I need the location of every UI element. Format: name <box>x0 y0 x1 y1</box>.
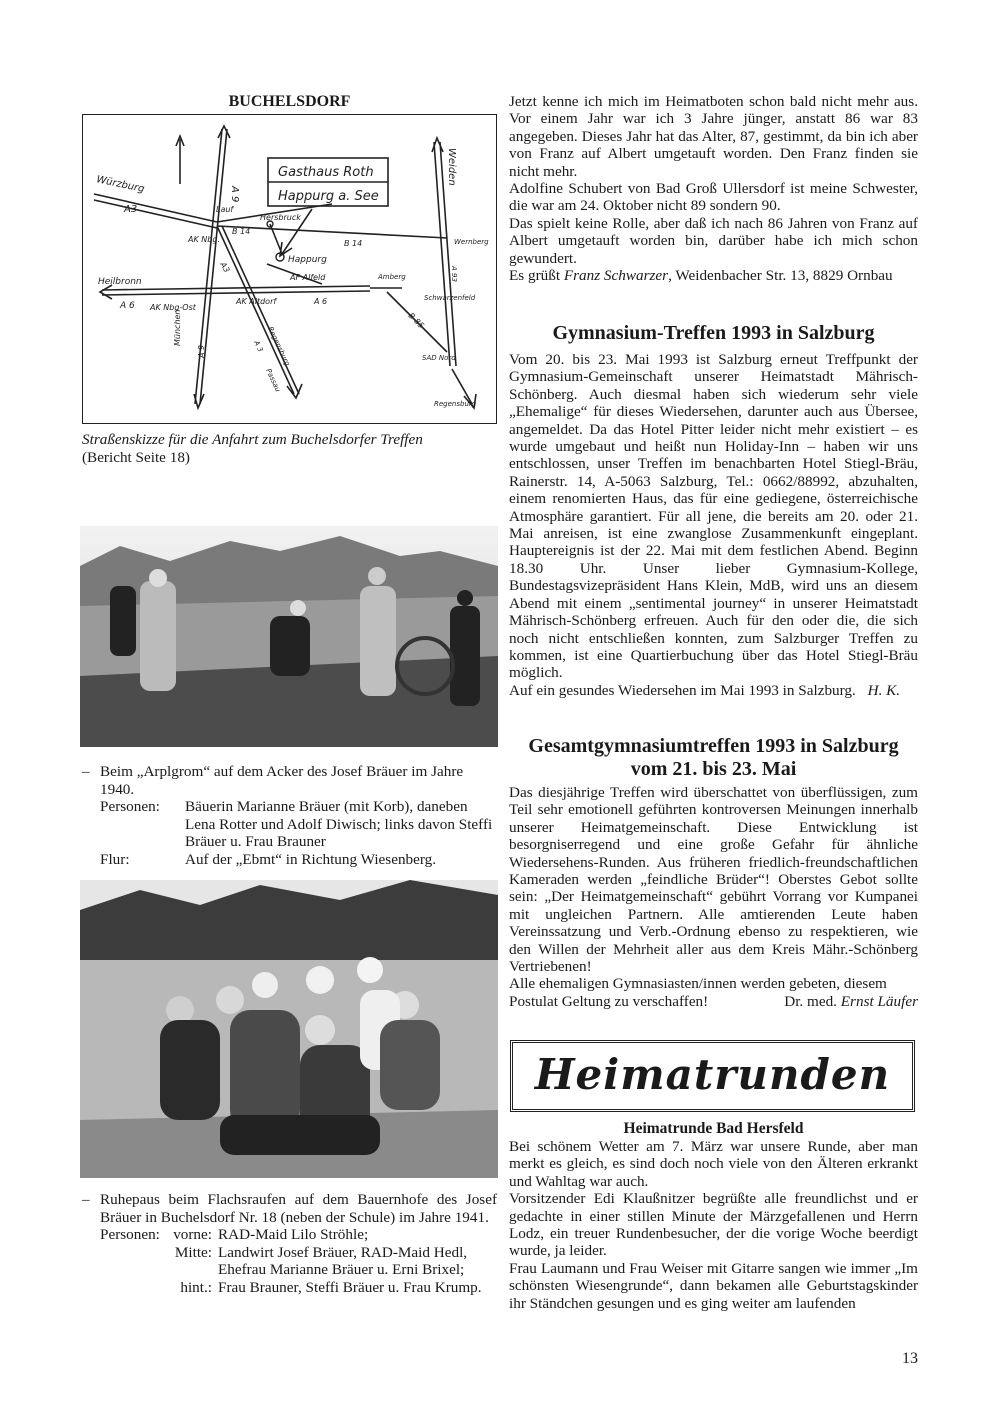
map-section <box>82 92 497 424</box>
photo1-caption-text: Beim „Arplgrom“ auf dem Acker des Josef Bräuer im Jahre 1940. <box>100 763 464 798</box>
photo1-personen-label: Personen: <box>100 798 160 816</box>
article2-title-line2: vom 21. bis 23. Mai <box>630 758 797 780</box>
map-label-amberg: Amberg <box>378 273 406 281</box>
map-caption-italic: Straßenskizze für die Anfahrt zum Buchelsdorfer Treffen <box>82 431 423 448</box>
map-label-heilbronn: Heilbronn <box>98 277 142 287</box>
article1-signature: H. K. <box>867 681 901 699</box>
heimatrunde-paragraph-1: Bei schönem Wetter am 7. März war unsere Runde, aber man merkt es gleich, es sind doch noch viele von den Älteren erkrankt und Wahltag war auch. <box>509 1138 918 1190</box>
photo2-hint-text: Frau Brauner, Steffi Bräuer u. Frau Krump. <box>218 1278 482 1296</box>
article2-signature-prefix: Dr. med. <box>784 992 837 1010</box>
photo2-hint-label: hint.: <box>180 1278 212 1296</box>
map-label-b14-left: B 14 <box>232 227 251 236</box>
photo2-vorne-label: vorne: <box>173 1226 212 1244</box>
photo1-personen-text: Bäuerin Marianne Bräuer (mit Korb), daneben Lena Rotter und Adolf Diwisch; links davon Steffi Bräuer u. Frau Brauner <box>185 798 493 851</box>
map-caption-reference: (Bericht Seite 18) <box>82 448 190 466</box>
photo2-mitte-text: Landwirt Josef Bräuer, RAD-Maid Hedl, Ehefrau Marianne Bräuer u. Erni Brixel; <box>218 1243 468 1279</box>
map-label-muenchen: München <box>173 309 182 346</box>
map-label-a3-mid: A3 <box>218 260 232 275</box>
map-label-gasthaus: Gasthaus Roth <box>278 165 374 180</box>
map-label-a3-left: A3 <box>124 204 138 215</box>
photo2-caption-text: Ruhepaus beim Flachsraufen auf dem Bauernhofe des Josef Bräuer in Buchelsdorf Nr. 18 (neben der Schule) im Jahre 1941. <box>100 1191 497 1226</box>
article1-body-text: Vom 20. bis 23. Mai 1993 ist Salzburg erneut Treffpunkt der Gymnasium-Gemeinschaft unserer Heimatstadt Mährisch-Schönberg. Auch diesmal haben sich wiederum sehr viele „Ehemalige“ für dieses Wiedersehen, darunter auch aus Übersee, angemeldet. Da das Hotel Pitter leider nicht mehr existiert – es wurde umgebaut und heißt nun Holiday-Inn – haben wir uns entschlossen, unser Treffen im benachbarten Hotel Stiegl-Bräu, Rainerstr. 14, A-5063 Salzburg, Tel.: 0662/88992, abzuhalten, einem renomierten Haus, das für eine gediegene, österreichische Atmosphäre garantiert. Für all jene, die bereits am 20. oder 21. Mai anreisen, ist eine zwanglose Zusammenkunft eingeplant. Hauptereignis ist der 22. Mai mit dem festlichen Abend. Beginn 18.30 Uhr. Unser lieber Gymnasium-Kollege, Bundestagsvizepräsident Hans Klein, MdB, wird uns an diesem Abend mit einem „sentimental journey“ in unserer Heimatstadt Mährisch-Schönberg erfreuen. Auch für den oder die, die sich noch nicht entschließen konnten, zum Salzburger Treffen zu kommen, ist eine Quartierbuchung über das Hotel Stiegl-Bräu möglich. <box>509 351 918 682</box>
article1-title: Gymnasium-Treffen 1993 in Salzburg <box>552 322 875 344</box>
photo2-caption: – Ruhepaus beim Flachsraufen auf dem Bauernhofe des Josef Bräuer in Buchelsdorf Nr. 18 (neben der Schule) im Jahre 1941. Personen: vorne: RAD-Maid Lilo Ströhle; Mitte: Landwirt Josef Bräuer, RAD-Maid Hedl, Ehefrau Marianne Bräuer u. Erni Brixel; hint.: Frau Brauner, Steffi Bräuer u. Frau Krump. <box>82 1191 497 1296</box>
heimatrunde-paragraph-2: Vorsitzender Edi Klaußnitzer begrüßte alle freundlichst und er gedachte in einer stillen Minute der Märzgefallenen und Herrn Lodz, ein treuer Rundenbesucher, der die vorige Woche beerdigt wurde, ja leider. <box>509 1190 918 1260</box>
heimatrunde-paragraph-3: Frau Laumann und Frau Weiser mit Gitarre sangen wie immer „Im schönsten Wiesengrunde“, dann bekamen alle Geburtstagskinder ihr Ständchen gesungen und es ging weiter am laufenden <box>509 1259 918 1312</box>
heimatrunden-banner-text: Heimatrunden <box>534 1050 891 1099</box>
map-label-ak-altdorf: AK Altdorf <box>236 297 277 306</box>
map-label-b14-right: B 14 <box>344 239 363 248</box>
article2-appeal: Alle ehemaligen Gymnasiasten/innen werden gebeten, diesem Postulat Geltung zu verschaffen! <box>509 975 887 1010</box>
article2-signature-name: Ernst Läufer <box>840 992 918 1010</box>
heimatrunde-body <box>509 1138 918 1312</box>
reader-letter <box>509 93 918 284</box>
photo1-flur-text: Auf der „Ebmt“ in Richtung Wiesenberg. <box>185 850 437 868</box>
map-label-a9-bottom: A 9 <box>197 344 206 358</box>
map-label-a9-top: A 9 <box>229 186 240 203</box>
article1-closing: Auf ein gesundes Wiedersehen im Mai 1993 in Salzburg. <box>509 681 856 699</box>
map-label-schwarzenfeld: Schwarzenfeld <box>424 294 476 302</box>
map-label-weiden: Weiden <box>446 148 457 186</box>
letter-paragraph-3: Das spielt keine Rolle, aber daß ich nach 86 Jahren von Franz auf Albert umgetauft worden bin, darüber habe ich mich schon gewundert. <box>509 214 918 267</box>
article2-body <box>509 784 918 1010</box>
heimatrunden-banner <box>510 1040 915 1112</box>
map-label-wernberg: Wernberg <box>454 238 489 246</box>
photo2-mitte-label: Mitte: <box>174 1243 212 1261</box>
map-label-happurg-see: Happurg a. See <box>278 189 379 204</box>
map-label-ak-nbg: AK Nbg. <box>188 235 220 244</box>
photo2-personen-label: Personen: <box>100 1226 160 1244</box>
photo1-flur-label: Flur: <box>100 850 130 868</box>
photo2-vorne-text: RAD-Maid Lilo Ströhle; <box>218 1226 369 1244</box>
letter-paragraph-2: Adolfine Schubert von Bad Groß Ullersdorf ist meine Schwester, die war am 24. Oktober nicht 89 sondern 90. <box>509 180 918 215</box>
map-label-af-alfeld: AF Alfeld <box>290 273 326 282</box>
map-label-a93-right: A 93 <box>450 266 458 282</box>
road-sketch-map <box>82 114 497 424</box>
photo1-caption: – Beim „Arplgrom“ auf dem Acker des Josef Bräuer im Jahre 1940. Personen: Bäuerin Marianne Bräuer (mit Korb), daneben Lena Rotter und Adolf Diwisch; links davon Steffi Bräuer u. Frau Brauner Flur: Auf der „Ebmt“ in Richtung Wiesenberg. <box>82 763 497 869</box>
heimatrunde-subtitle: Heimatrunde Bad Hersfeld <box>623 1120 804 1137</box>
map-title: BUCHELSDORF <box>228 93 351 110</box>
article2-title <box>509 735 918 781</box>
article1-closing-line <box>509 682 918 699</box>
map-label-regensburg-diag: Regensburg <box>266 325 292 368</box>
letter-paragraph-1: Jetzt kenne ich mich im Heimatboten schon bald nicht mehr aus. Vor einem Jahr war ich 3 Jahre jünger, anstatt 86 war 83 angegeben. Dieses Jahr hat das Alter, 87, gestimmt, da bin ich aber von Franz auf Albert umgetauft worden. Den Franz finden sie nicht mehr. <box>509 93 918 180</box>
article2-body-text: Das diesjährige Treffen wird überschattet von überflüssigen, zum Teil sehr emotionell geführten kontroversen Meinungen innerhalb unserer Heimatgemeinschaft. Diese Entwicklung ist besorgniserregend und eine große Gefahr für ähnliche Wiedersehens-Runden. Aus früheren friedlich-freundschaftlichen Kameraden werden „feindliche Brüder“! Oberstes Gebot sollte sein: „Der Heimatgemeinschaft“ gebührt Vorrang vor Kumpanei mit ungleichen Partnern. Alle amtierenden Leute haben Vereinssatzung und Verb.-Ordnung ebenso zu respektieren, wie den Willen der Mehrheit aller aus dem Kreis Mähr.-Schönberg Vertriebenen! <box>509 784 918 976</box>
page-number: 13 <box>902 1350 918 1367</box>
map-label-regensburg: Regensburg <box>434 400 477 408</box>
map-label-wuerzburg: Würzburg <box>95 174 146 196</box>
letter-author: Franz Schwarzer <box>563 267 669 285</box>
photo-rest-1941 <box>80 880 498 1178</box>
letter-greeting: Es grüßt <box>509 267 561 285</box>
map-label-happurg: Happurg <box>288 255 327 265</box>
photo-field-1940 <box>80 526 498 747</box>
map-label-passau: Passau <box>264 367 282 394</box>
map-label-hersbruck: Hersbruck <box>260 213 301 222</box>
map-label-sad-nord: SAD Nord <box>422 354 456 362</box>
article1-body <box>509 351 918 699</box>
article2-title-line1: Gesamtgymnasiumtreffen 1993 in Salzburg <box>528 735 899 757</box>
letter-address: , Weidenbacher Str. 13, 8829 Ornbau <box>668 267 893 285</box>
map-caption <box>82 431 497 466</box>
map-label-lauf: Lauf <box>216 205 234 214</box>
map-label-ak-nbg-ost: AK Nbg-Ost <box>150 303 196 312</box>
map-label-a3-bottom: A 3 <box>252 339 265 354</box>
map-label-a6-right: A 6 <box>314 297 328 306</box>
map-label-b85: B 85 <box>406 311 426 331</box>
map-label-a6-left: A 6 <box>120 301 135 311</box>
letter-signoff <box>509 267 918 284</box>
